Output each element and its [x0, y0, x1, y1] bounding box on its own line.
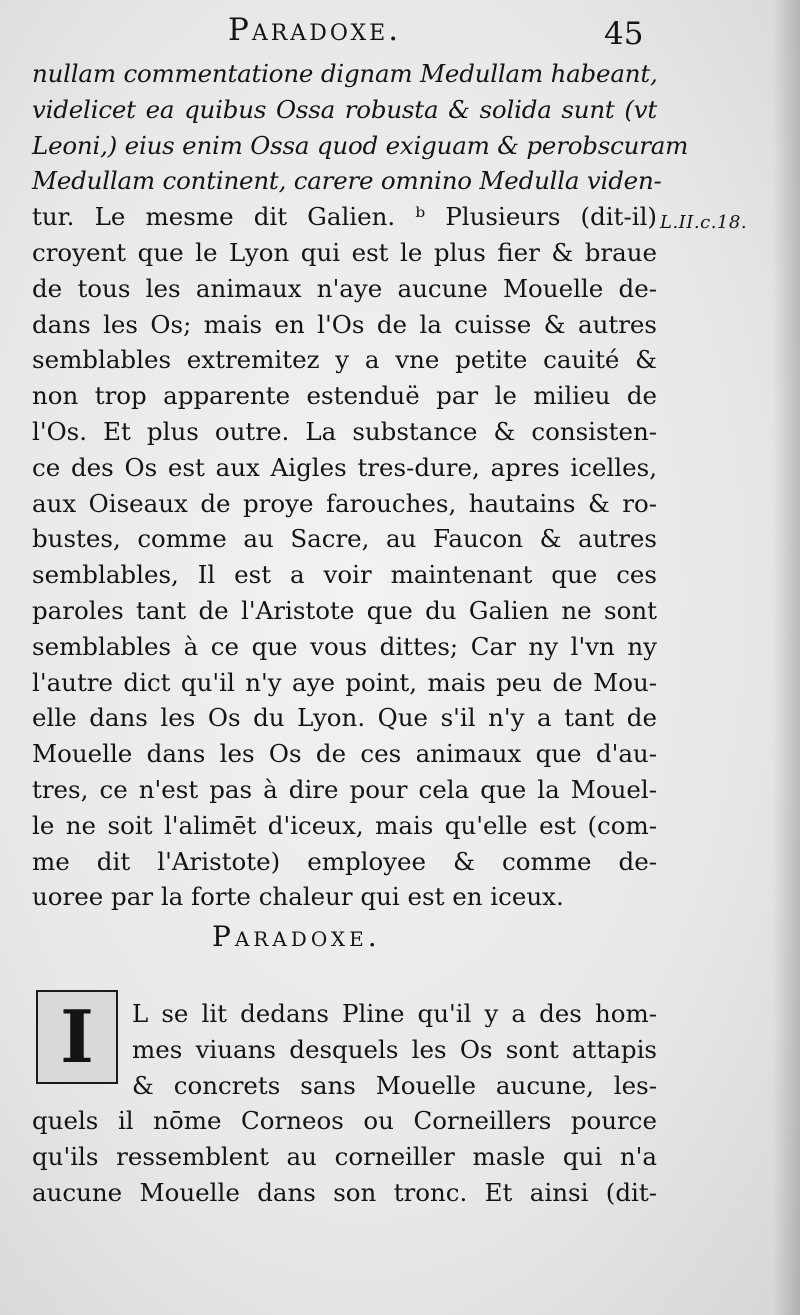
- section-heading: Paradoxe.: [212, 920, 381, 953]
- text-line: dans les Os; mais en l'Os de la cuisse & autres: [32, 309, 657, 339]
- text-line: qu'ils ressemblent au corneiller masle qui n'a: [32, 1142, 657, 1172]
- paragraph-1: [32, 56, 689, 915]
- text-line: L se lit dedans Pline qu'il y a des hom-: [132, 999, 657, 1028]
- text-line: le ne soit l'alimēt d'iceux, mais qu'elle est (com-: [32, 810, 657, 840]
- text-line: semblables, Il est a voir maintenant que ces: [32, 560, 657, 590]
- text-line: aux Oiseaux de proye farouches, hautains & ro-: [32, 488, 657, 518]
- initial-letter: I: [60, 994, 94, 1079]
- text-line: bustes, comme au Sacre, au Faucon & autres: [32, 524, 657, 554]
- page-gutter-shadow: [772, 0, 800, 1315]
- text-line: l'autre dict qu'il n'y aye point, mais peu de Mou-: [32, 667, 657, 697]
- text-line: mes viuans desquels les Os sont attapis: [132, 1034, 657, 1064]
- text-line: tur. Le mesme dit Galien. ᵇ Plusieurs (dit-il): [32, 202, 657, 232]
- text-line: l'Os. Et plus outre. La substance & consisten-: [32, 416, 657, 446]
- text-line: paroles tant de l'Aristote que du Galien ne sont: [32, 595, 657, 625]
- text-line: elle dans les Os du Lyon. Que s'il n'y a tant de: [32, 703, 657, 733]
- page-number: 45: [604, 16, 644, 52]
- text-line: ce des Os est aux Aigles tres-dure, apres icelles,: [32, 452, 657, 482]
- text-line: semblables à ce que vous dittes; Car ny l'vn ny: [32, 631, 657, 661]
- text-line: Medullam continent, carere omnino Medulla viden-: [32, 166, 662, 196]
- text-line: nullam commentatione dignam Medullam habeant,: [32, 59, 658, 88]
- running-head-title: Paradoxe.: [228, 12, 402, 48]
- text-line: tres, ce n'est pas à dire pour cela que la Mouel-: [32, 774, 657, 804]
- text-line: non trop apparente estenduë par le milieu de: [32, 381, 657, 411]
- text-line: Mouelle dans les Os de ces animaux que d'au-: [32, 739, 657, 769]
- running-head: [0, 12, 800, 52]
- margin-citation: L.II.c.18.: [660, 212, 748, 233]
- text-line: semblables extremitez y a vne petite cauité &: [32, 345, 657, 375]
- text-line: me dit l'Aristote) employee & comme de-: [32, 846, 657, 876]
- text-line: videlicet ea quibus Ossa robusta & solida sunt (vt: [32, 94, 657, 124]
- paragraph-2: [32, 996, 657, 1211]
- text-line: de tous les animaux n'aye aucune Mouelle de-: [32, 273, 657, 303]
- text-line: croyent que le Lyon qui est le plus fier & braue: [32, 237, 657, 267]
- text-line: uoree par la forte chaleur qui est en iceux.: [32, 882, 564, 912]
- text-line: quels il nōme Corneos ou Corneillers pource: [32, 1106, 657, 1136]
- text-line: aucune Mouelle dans son tronc. Et ainsi (dit-: [32, 1177, 657, 1207]
- text-line: & concrets sans Mouelle aucune, les-: [132, 1070, 657, 1100]
- text-line: Leoni,) eius enim Ossa quod exiguam & perobscuram: [32, 130, 689, 160]
